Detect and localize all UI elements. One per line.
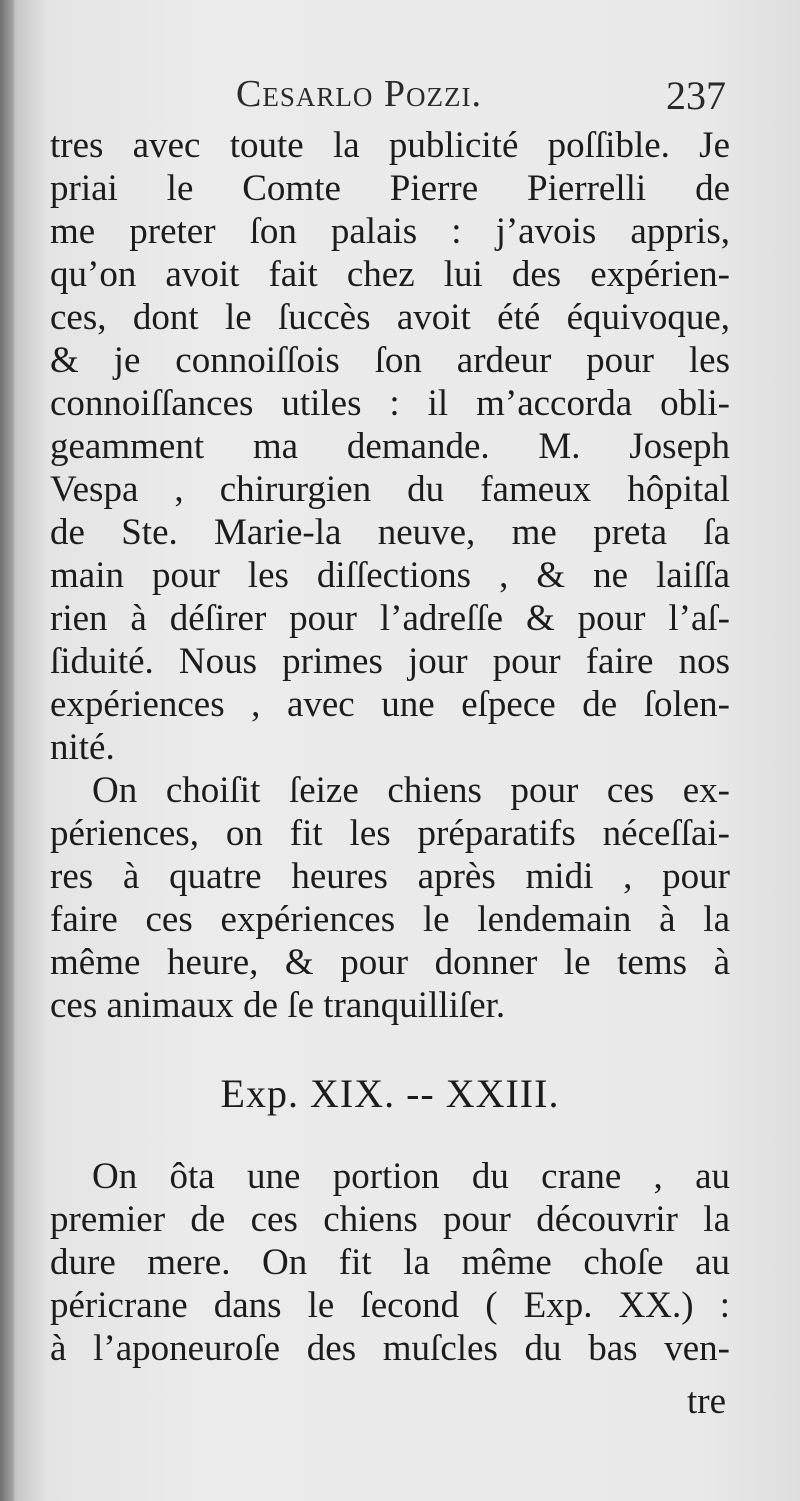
text-line: On choiſit ſeize chiens pour ces ex- — [92, 770, 730, 811]
text-line: qu’on avoit fait chez lui des expérien- — [50, 254, 730, 295]
text-line: dure mere. On fit la même choſe au — [50, 1242, 730, 1283]
text-line: priai le Comte Pierre Pierrelli de — [50, 168, 730, 209]
body-text — [50, 124, 730, 1027]
text-line: me preter ſon palais : j’avois appris, — [50, 211, 730, 252]
text-line: même heure, & pour donner le tems à — [50, 942, 730, 983]
text-line: connoiſſances utiles : il m’accorda obli- — [50, 383, 730, 424]
section-heading: Exp. XIX. -- XXIII. — [220, 1071, 560, 1116]
text-line: On ôta une portion du crane , au — [92, 1156, 730, 1197]
text-line: main pour les diſſections , & ne laiſſa — [50, 555, 730, 596]
text-line: res à quatre heures après midi , pour — [50, 856, 730, 897]
text-line: à l’aponeuroſe des muſcles du bas ven- — [50, 1328, 730, 1369]
page-gutter — [0, 0, 14, 1501]
text-line: nité. — [50, 727, 115, 768]
text-line: de Ste. Marie-la neuve, me preta ſa — [50, 512, 730, 553]
text-line: premier de ces chiens pour découvrir la — [50, 1199, 730, 1240]
text-line: Vespa , chirurgien du fameux hôpital — [50, 469, 730, 510]
text-line: ces animaux de ſe tranquilliſer. — [50, 985, 506, 1026]
paragraph-2 — [50, 769, 730, 1027]
text-line: ces, dont le ſuccès avoit été équivoque, — [50, 297, 730, 338]
text-line: geamment ma demande. M. Joseph — [50, 426, 730, 467]
text-line: rien à déſirer pour l’adreſſe & pour l’aſ- — [50, 598, 730, 639]
text-line: ſiduité. Nous primes jour pour faire nos — [50, 641, 730, 682]
text-line: & je connoiſſois ſon ardeur pour les — [50, 340, 730, 381]
page-number: 237 — [666, 73, 726, 118]
text-line: expériences , avec une eſpece de ſolen- — [50, 684, 730, 725]
page-header — [50, 72, 738, 122]
catchword: tre — [686, 1381, 726, 1422]
running-title: Cesarlo Pozzi. — [236, 73, 482, 115]
text-line: faire ces expériences le lendemain à la — [50, 899, 730, 940]
paragraph-3 — [50, 1155, 730, 1370]
text-line: péricrane dans le ſecond ( Exp. XX.) : — [50, 1285, 730, 1326]
paragraph-1 — [50, 124, 730, 769]
text-line: périences, on fit les préparatifs néceſſai- — [50, 813, 730, 854]
text-line: tres avec toute la publicité poſſible. Je — [50, 125, 730, 166]
